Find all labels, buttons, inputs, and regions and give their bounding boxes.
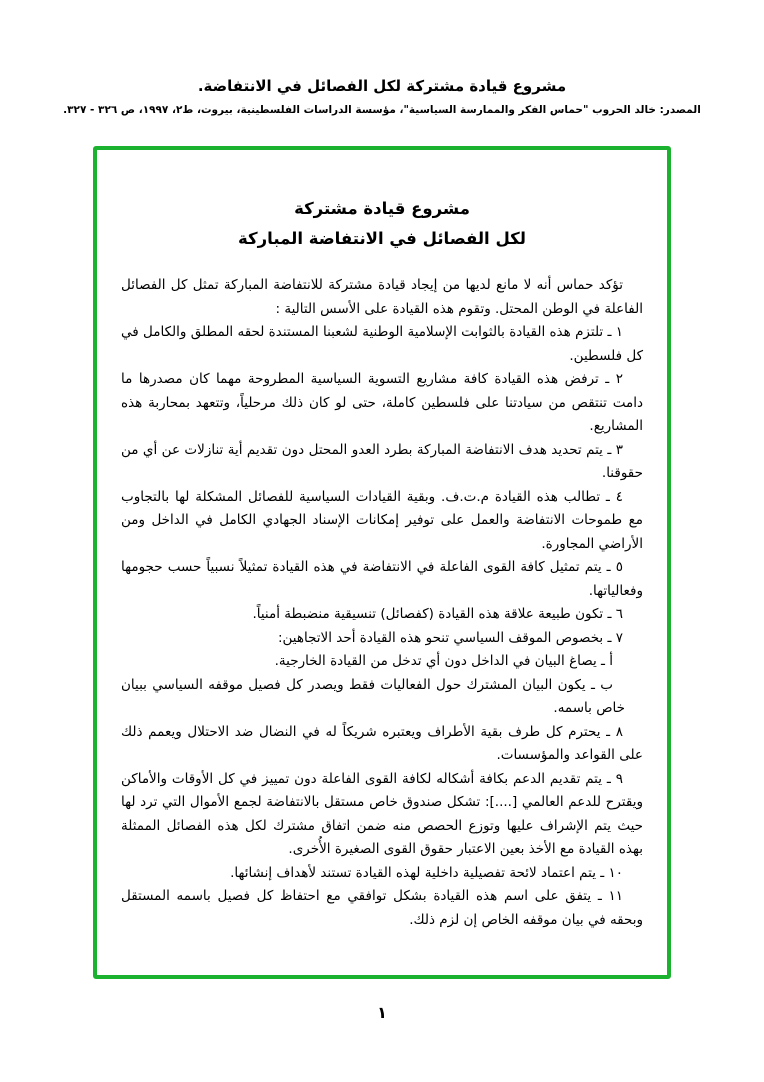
document-body [121, 274, 643, 932]
clause-item: ٦ ـ تكون طبيعة علاقة هذه القيادة (كفصائل) تنسيقية منضبطة أمنياً. [252, 606, 623, 622]
clause-item: ٧ ـ بخصوص الموقف السياسي تنحو هذه القيادة أحد الاتجاهين: [277, 629, 623, 646]
clause-item: ٣ ـ يتم تحديد هدف الانتفاضة المباركة بطرد العدو المحتل دون تقديم أية تنازلات عن أي من حقوقنا. [121, 441, 643, 481]
clause-item: ١٠ ـ يتم اعتماد لائحة تفصيلية داخلية لهذه القيادة تستند لأهداف إنشائها. [230, 864, 623, 881]
clause-item: ٨ ـ يحترم كل طرف بقية الأطراف ويعتبره شريكاً له في النضال ضد الاحتلال ويعمم ذلك على القواعد والمؤسسات. [121, 723, 643, 763]
clauses-list [121, 321, 643, 932]
clause-item: ب ـ يكون البيان المشترك حول الفعاليات فقط ويصدر كل فصيل موقفه السياسي ببيان خاص باسمه. [121, 676, 625, 716]
document-box [93, 146, 671, 979]
clause-item: ٥ ـ يتم تمثيل كافة القوى الفاعلة في الانتفاضة في هذه القيادة تمثيلاً نسبياً حسب حجومها وفعالياتها. [121, 559, 643, 599]
clause-item: ١١ ـ يتفق على اسم هذه القيادة بشكل توافقي مع احتفاظ كل فصيل باسمه المستقل وبحقه في بيان موقفه الخاص إن لزم ذلك. [121, 888, 643, 928]
clause-item: أ ـ يصاغ البيان في الداخل دون أي تدخل من القيادة الخارجية. [274, 653, 613, 669]
document-title-line1: مشروع قيادة مشتركة [294, 199, 470, 218]
clause-item: ٤ ـ تطالب هذه القيادة م.ت.ف. وبقية القيادات السياسية للفصائل المشكلة لها بالتجاوب مع طموحات الانتفاضة والعمل على توفير إمكانات الإسناد الجهادي الكامل في الداخل ومن الأراضي المجاورة. [121, 488, 643, 552]
intro-paragraph: تؤكد حماس أنه لا مانع لديها من إيجاد قيادة مشتركة للانتفاضة المباركة تمثل كل الفصائل الفاعلة في الوطن المحتل. وتقوم هذه القيادة على الأسس التالية : [121, 277, 643, 317]
clause-item: ١ ـ تلتزم هذه القيادة بالثوابت الإسلامية الوطنية لشعبنا المستندة لحقه المطلق والكامل في كل فلسطين. [121, 324, 643, 364]
clause-item: ٢ ـ ترفض هذه القيادة كافة مشاريع التسوية السياسية المطروحة مهما كان مصدرها ما دامت تنتقص من سيادتنا على فلسطين كاملة، حتى لو كان ذلك مرحلياً، وتتعهد بمحاربة هذه المشاريع. [121, 371, 643, 434]
page-number: ١ [377, 1003, 387, 1022]
clause-item: ٩ ـ يتم تقديم الدعم بكافة أشكاله لكافة القوى الفاعلة دون تمييز في كل الأوقات والأماكن ويقترح للدعم العالمي [....]: تشكل صندوق خاص مستقل بالانتفاضة لجمع الأموال التي ترد لها حيث يتم الإشراف عليها وتوزع الحصص منه ضمن اتفاق مشترك لكل هذه الفصائل الممثلة بهذه القيادة مع الأخذ بعين الاعتبار حقوق القوى الصغيرة الأُخرى. [121, 770, 643, 857]
page-title: مشروع قيادة مشتركة لكل الفصائل في الانتفاضة. [197, 77, 567, 95]
document-title [121, 194, 643, 254]
page-header [0, 0, 764, 118]
source-citation: المصدر: خالد الحروب "حماس الفكر والممارسة السياسية"، مؤسسة الدراسات الفلسطينية، بيروت، ط٢، ١٩٩٧، ص ٣٢٦ - ٣٢٧. [63, 104, 701, 116]
document-title-line2: لكل الفصائل في الانتفاضة المباركة [238, 229, 526, 248]
